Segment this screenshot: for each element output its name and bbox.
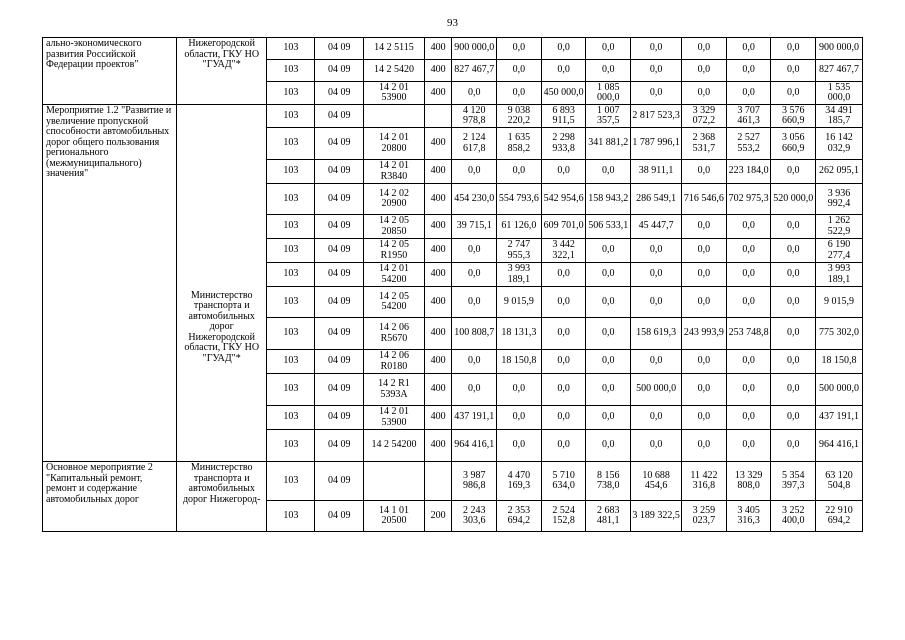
target-article-code: 14 2 01 53900 (364, 406, 425, 430)
responsible-organization: Нижегородской области, ГКУ НО "ГУАД"* (177, 38, 267, 105)
expense-type-code (424, 105, 452, 128)
table-row (43, 105, 863, 128)
total-cell: 1 262 522,9 (816, 215, 863, 239)
total-cell: 18 150,8 (816, 350, 863, 374)
total-cell: 900 000,0 (816, 38, 863, 60)
section-code: 04 09 (315, 501, 364, 532)
grbs-code: 103 (267, 263, 315, 287)
amount-cell: 0,0 (631, 82, 682, 105)
amount-cell: 1 635 858,2 (497, 128, 542, 160)
amount-cell: 0,0 (541, 287, 586, 318)
target-article-code: 14 2 R1 5393A (364, 374, 425, 406)
expense-type-code: 400 (424, 374, 452, 406)
amount-cell: 0,0 (497, 374, 542, 406)
total-cell: 3 993 189,1 (816, 263, 863, 287)
section-code: 04 09 (315, 82, 364, 105)
amount-cell: 0,0 (771, 60, 816, 82)
amount-cell: 4 120 978,8 (452, 105, 497, 128)
total-cell: 1 535 000,0 (816, 82, 863, 105)
grbs-code: 103 (267, 318, 315, 350)
grbs-code: 103 (267, 430, 315, 462)
amount-cell: 0,0 (631, 430, 682, 462)
total-cell: 964 416,1 (816, 430, 863, 462)
amount-cell: 0,0 (726, 374, 771, 406)
amount-cell: 900 000,0 (452, 38, 497, 60)
grbs-code: 103 (267, 374, 315, 406)
amount-cell: 2 747 955,3 (497, 239, 542, 263)
amount-cell: 2 817 523,3 (631, 105, 682, 128)
amount-cell: 0,0 (726, 287, 771, 318)
amount-cell: 0,0 (771, 406, 816, 430)
amount-cell: 0,0 (541, 60, 586, 82)
amount-cell: 506 533,1 (586, 215, 631, 239)
section-code: 04 09 (315, 128, 364, 160)
amount-cell: 0,0 (682, 374, 727, 406)
amount-cell: 4 470 169,3 (497, 462, 542, 501)
target-article-code: 14 2 06 R0180 (364, 350, 425, 374)
grbs-code: 103 (267, 38, 315, 60)
total-cell: 63 120 504,8 (816, 462, 863, 501)
grbs-code: 103 (267, 239, 315, 263)
expense-type-code: 400 (424, 128, 452, 160)
expense-type-code (424, 462, 452, 501)
amount-cell: 0,0 (586, 160, 631, 184)
amount-cell: 0,0 (682, 406, 727, 430)
page-number: 93 (447, 17, 458, 29)
amount-cell: 8 156 738,0 (586, 462, 631, 501)
total-cell: 3 936 992,4 (816, 184, 863, 215)
amount-cell: 0,0 (541, 350, 586, 374)
target-article-code: 14 2 01 R3840 (364, 160, 425, 184)
amount-cell: 3 329 072,2 (682, 105, 727, 128)
amount-cell: 0,0 (541, 160, 586, 184)
total-cell: 827 467,7 (816, 60, 863, 82)
amount-cell: 0,0 (452, 239, 497, 263)
amount-cell: 0,0 (726, 82, 771, 105)
amount-cell: 1 787 996,1 (631, 128, 682, 160)
amount-cell: 5 354 397,3 (771, 462, 816, 501)
amount-cell: 11 422 316,8 (682, 462, 727, 501)
amount-cell: 3 987 986,8 (452, 462, 497, 501)
responsible-organization: Министерство транспорта и автомобильных дорог Нижегородской области, ГКУ НО "ГУАД"* (177, 105, 267, 462)
amount-cell: 437 191,1 (452, 406, 497, 430)
target-article-code: 14 2 05 R1950 (364, 239, 425, 263)
amount-cell: 2 124 617,8 (452, 128, 497, 160)
grbs-code: 103 (267, 406, 315, 430)
amount-cell: 0,0 (586, 406, 631, 430)
amount-cell: 243 993,9 (682, 318, 727, 350)
responsible-organization: Министерство транспорта и автомобильных дорог Нижегород- (177, 462, 267, 532)
amount-cell: 0,0 (497, 82, 542, 105)
amount-cell: 0,0 (497, 38, 542, 60)
amount-cell: 13 329 808,0 (726, 462, 771, 501)
amount-cell: 0,0 (631, 350, 682, 374)
expense-type-code: 400 (424, 318, 452, 350)
activity-description: Основное мероприятие 2 "Капитальный ремонт, ремонт и содержание автомобильных дорог (43, 462, 177, 532)
grbs-code: 103 (267, 215, 315, 239)
section-code: 04 09 (315, 430, 364, 462)
total-cell: 6 190 277,4 (816, 239, 863, 263)
amount-cell: 0,0 (726, 239, 771, 263)
amount-cell: 702 975,3 (726, 184, 771, 215)
amount-cell: 1 007 357,5 (586, 105, 631, 128)
section-code: 04 09 (315, 350, 364, 374)
expense-type-code: 400 (424, 263, 452, 287)
amount-cell: 0,0 (682, 160, 727, 184)
amount-cell: 0,0 (682, 350, 727, 374)
amount-cell: 0,0 (586, 430, 631, 462)
amount-cell: 0,0 (682, 215, 727, 239)
amount-cell: 500 000,0 (631, 374, 682, 406)
amount-cell: 0,0 (631, 60, 682, 82)
section-code: 04 09 (315, 318, 364, 350)
target-article-code: 14 2 5115 (364, 38, 425, 60)
amount-cell: 9 015,9 (497, 287, 542, 318)
budget-table (42, 37, 863, 532)
section-code: 04 09 (315, 160, 364, 184)
amount-cell: 0,0 (541, 38, 586, 60)
amount-cell: 0,0 (452, 82, 497, 105)
amount-cell: 0,0 (497, 160, 542, 184)
amount-cell: 716 546,6 (682, 184, 727, 215)
amount-cell: 827 467,7 (452, 60, 497, 82)
target-article-code: 14 1 01 20500 (364, 501, 425, 532)
amount-cell: 0,0 (682, 60, 727, 82)
amount-cell: 0,0 (497, 60, 542, 82)
grbs-code: 103 (267, 287, 315, 318)
amount-cell: 39 715,1 (452, 215, 497, 239)
expense-type-code: 400 (424, 239, 452, 263)
amount-cell: 0,0 (726, 406, 771, 430)
amount-cell: 18 131,3 (497, 318, 542, 350)
expense-type-code: 400 (424, 406, 452, 430)
amount-cell: 2 353 694,2 (497, 501, 542, 532)
grbs-code: 103 (267, 82, 315, 105)
amount-cell: 3 056 660,9 (771, 128, 816, 160)
amount-cell: 0,0 (541, 318, 586, 350)
amount-cell: 0,0 (771, 82, 816, 105)
amount-cell: 61 126,0 (497, 215, 542, 239)
amount-cell: 223 184,0 (726, 160, 771, 184)
amount-cell: 0,0 (631, 263, 682, 287)
amount-cell: 0,0 (631, 239, 682, 263)
amount-cell: 3 442 322,1 (541, 239, 586, 263)
amount-cell: 6 893 911,5 (541, 105, 586, 128)
total-cell: 34 491 185,7 (816, 105, 863, 128)
grbs-code: 103 (267, 128, 315, 160)
amount-cell: 0,0 (771, 350, 816, 374)
amount-cell: 520 000,0 (771, 184, 816, 215)
amount-cell: 18 150,8 (497, 350, 542, 374)
amount-cell: 2 298 933,8 (541, 128, 586, 160)
amount-cell: 0,0 (726, 263, 771, 287)
amount-cell: 0,0 (586, 263, 631, 287)
amount-cell: 609 701,0 (541, 215, 586, 239)
amount-cell: 0,0 (586, 350, 631, 374)
amount-cell: 0,0 (541, 406, 586, 430)
section-code: 04 09 (315, 105, 364, 128)
target-article-code: 14 2 5420 (364, 60, 425, 82)
section-code: 04 09 (315, 374, 364, 406)
amount-cell: 0,0 (541, 263, 586, 287)
grbs-code: 103 (267, 60, 315, 82)
amount-cell: 2 243 303,6 (452, 501, 497, 532)
section-code: 04 09 (315, 462, 364, 501)
target-article-code: 14 2 54200 (364, 430, 425, 462)
amount-cell: 3 576 660,9 (771, 105, 816, 128)
target-article-code: 14 2 06 R5670 (364, 318, 425, 350)
amount-cell: 2 524 152,8 (541, 501, 586, 532)
amount-cell: 0,0 (771, 215, 816, 239)
amount-cell: 542 954,6 (541, 184, 586, 215)
target-article-code: 14 2 01 54200 (364, 263, 425, 287)
amount-cell: 0,0 (631, 38, 682, 60)
grbs-code: 103 (267, 160, 315, 184)
amount-cell: 0,0 (631, 406, 682, 430)
amount-cell: 0,0 (726, 38, 771, 60)
total-cell: 262 095,1 (816, 160, 863, 184)
amount-cell: 454 230,0 (452, 184, 497, 215)
amount-cell: 3 405 316,3 (726, 501, 771, 532)
section-code: 04 09 (315, 215, 364, 239)
amount-cell: 0,0 (452, 350, 497, 374)
section-code: 04 09 (315, 38, 364, 60)
amount-cell: 158 619,3 (631, 318, 682, 350)
amount-cell: 0,0 (682, 430, 727, 462)
section-code: 04 09 (315, 263, 364, 287)
section-code: 04 09 (315, 287, 364, 318)
expense-type-code: 200 (424, 501, 452, 532)
amount-cell: 0,0 (682, 287, 727, 318)
amount-cell: 0,0 (682, 38, 727, 60)
amount-cell: 158 943,2 (586, 184, 631, 215)
amount-cell: 450 000,0 (541, 82, 586, 105)
amount-cell: 0,0 (631, 287, 682, 318)
amount-cell: 0,0 (771, 38, 816, 60)
target-article-code: 14 2 01 53900 (364, 82, 425, 105)
expense-type-code: 400 (424, 184, 452, 215)
amount-cell: 253 748,8 (726, 318, 771, 350)
expense-type-code: 400 (424, 60, 452, 82)
section-code: 04 09 (315, 184, 364, 215)
amount-cell: 0,0 (682, 239, 727, 263)
amount-cell: 0,0 (771, 263, 816, 287)
amount-cell: 2 368 531,7 (682, 128, 727, 160)
amount-cell: 100 808,7 (452, 318, 497, 350)
section-code: 04 09 (315, 60, 364, 82)
expense-type-code: 400 (424, 430, 452, 462)
amount-cell: 0,0 (586, 318, 631, 350)
amount-cell: 0,0 (771, 374, 816, 406)
amount-cell: 0,0 (726, 60, 771, 82)
expense-type-code: 400 (424, 287, 452, 318)
grbs-code: 103 (267, 501, 315, 532)
target-article-code: 14 2 02 20900 (364, 184, 425, 215)
expense-type-code: 400 (424, 350, 452, 374)
amount-cell: 0,0 (771, 239, 816, 263)
amount-cell: 45 447,7 (631, 215, 682, 239)
grbs-code: 103 (267, 184, 315, 215)
amount-cell: 554 793,6 (497, 184, 542, 215)
amount-cell: 0,0 (726, 215, 771, 239)
amount-cell: 3 993 189,1 (497, 263, 542, 287)
section-code: 04 09 (315, 406, 364, 430)
amount-cell: 2 527 553,2 (726, 128, 771, 160)
total-cell: 775 302,0 (816, 318, 863, 350)
total-cell: 22 910 694,2 (816, 501, 863, 532)
amount-cell: 0,0 (771, 287, 816, 318)
amount-cell: 341 881,2 (586, 128, 631, 160)
amount-cell: 0,0 (586, 374, 631, 406)
amount-cell: 0,0 (586, 287, 631, 318)
table-row (43, 462, 863, 501)
target-article-code: 14 2 05 54200 (364, 287, 425, 318)
amount-cell: 3 252 400,0 (771, 501, 816, 532)
amount-cell: 0,0 (726, 430, 771, 462)
amount-cell: 9 038 220,2 (497, 105, 542, 128)
section-code: 04 09 (315, 239, 364, 263)
amount-cell: 0,0 (541, 374, 586, 406)
amount-cell: 0,0 (541, 430, 586, 462)
amount-cell: 286 549,1 (631, 184, 682, 215)
grbs-code: 103 (267, 462, 315, 501)
amount-cell: 5 710 634,0 (541, 462, 586, 501)
amount-cell: 3 189 322,5 (631, 501, 682, 532)
amount-cell: 0,0 (586, 60, 631, 82)
amount-cell: 0,0 (452, 374, 497, 406)
amount-cell: 964 416,1 (452, 430, 497, 462)
amount-cell: 1 085 000,0 (586, 82, 631, 105)
table-row (43, 38, 863, 60)
activity-description: Мероприятие 1.2 "Развитие и увеличение пропускной способности автомобильных дорог общего пользования регионального (межмуниципального) значения" (43, 105, 177, 462)
amount-cell: 0,0 (452, 160, 497, 184)
amount-cell: 3 707 461,3 (726, 105, 771, 128)
target-article-code (364, 105, 425, 128)
total-cell: 9 015,9 (816, 287, 863, 318)
expense-type-code: 400 (424, 160, 452, 184)
expense-type-code: 400 (424, 215, 452, 239)
amount-cell: 0,0 (726, 350, 771, 374)
expense-type-code: 400 (424, 38, 452, 60)
total-cell: 16 142 032,9 (816, 128, 863, 160)
amount-cell: 2 683 481,1 (586, 501, 631, 532)
grbs-code: 103 (267, 350, 315, 374)
grbs-code: 103 (267, 105, 315, 128)
expense-type-code: 400 (424, 82, 452, 105)
activity-description: ально-экономического развития Российской Федерации проектов" (43, 38, 177, 105)
total-cell: 500 000,0 (816, 374, 863, 406)
amount-cell: 0,0 (771, 430, 816, 462)
amount-cell: 0,0 (682, 82, 727, 105)
amount-cell: 0,0 (586, 38, 631, 60)
amount-cell: 3 259 023,7 (682, 501, 727, 532)
amount-cell: 0,0 (771, 318, 816, 350)
target-article-code: 14 2 05 20850 (364, 215, 425, 239)
amount-cell: 0,0 (586, 239, 631, 263)
total-cell: 437 191,1 (816, 406, 863, 430)
target-article-code (364, 462, 425, 501)
target-article-code: 14 2 01 20800 (364, 128, 425, 160)
amount-cell: 0,0 (682, 263, 727, 287)
amount-cell: 0,0 (497, 430, 542, 462)
amount-cell: 0,0 (452, 263, 497, 287)
amount-cell: 10 688 454,6 (631, 462, 682, 501)
amount-cell: 0,0 (497, 406, 542, 430)
amount-cell: 0,0 (771, 160, 816, 184)
amount-cell: 38 911,1 (631, 160, 682, 184)
amount-cell: 0,0 (452, 287, 497, 318)
